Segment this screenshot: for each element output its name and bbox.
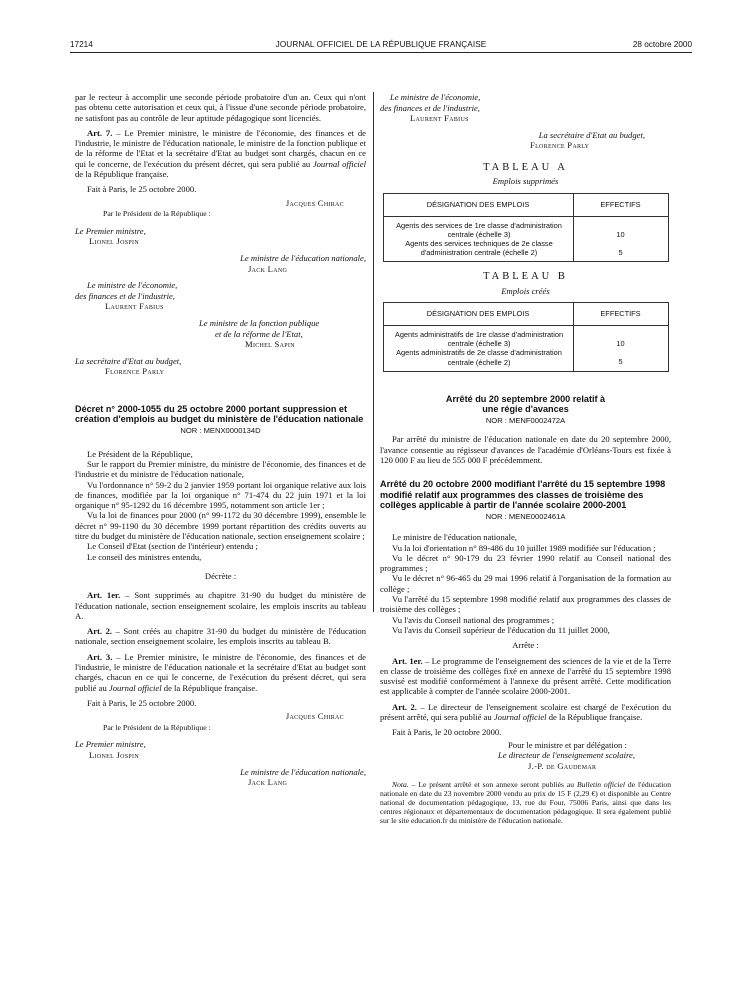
table-cell-value: 10 [616, 229, 625, 239]
col-effectifs: EFFECTIFS [573, 193, 668, 216]
arrete-2-vu-decret-96: Vu le décret n° 96-465 du 29 mai 1996 relatif à l'organisation de la formation au collège ; [380, 573, 671, 594]
edu-minister-title: Le ministre de l'éducation nationale, [240, 253, 366, 264]
tableau-b-subtitle: Emplois créés [501, 285, 550, 296]
eco-minister-title-a: Le ministre de l'économie, [87, 280, 178, 291]
nota-note [380, 780, 671, 825]
director-title: Le directeur de l'enseignement scolaire, [498, 750, 635, 761]
article-label: Art. 2. [87, 626, 113, 637]
pm-title: Le Premier ministre, [75, 225, 146, 236]
tableau-a-heading: TABLEAU A [483, 161, 568, 173]
eco-minister-title-b: des finances et de l'industrie, [75, 290, 175, 301]
eco-minister-title-b: des finances et de l'industrie, [380, 102, 480, 113]
arrete-2-vu-cnp: Vu l'avis du Conseil national des programmes ; [392, 614, 555, 625]
right-column [380, 92, 671, 825]
fp-minister-name: Michel Sapin [245, 339, 295, 350]
article-text: – Sont créés au chapitre 31-90 du budget du ministère de l'éducation nationale, section enseignement scolaire, les emplois inscrits au tableau B. [75, 626, 366, 647]
decret-president: Le Président de la République, [87, 448, 193, 459]
pm-name: Lionel Jospin [89, 750, 139, 760]
article-label: Art. 1er. [392, 655, 423, 666]
arrete-2-vu-cse: Vu l'avis du Conseil supérieur de l'éducation du 11 juillet 2000, [392, 624, 610, 635]
arrete-2-vu-arrete-98: Vu l'arrêté du 15 septembre 1998 modifié relatif aux programmes des classes de troisième des collèges ; [380, 594, 671, 615]
page-number: 17214 [70, 40, 93, 49]
decret-loi-finances: Vu la loi de finances pour 2000 (n° 99-1172 du 30 décembre 1999), ensemble le décret n° 99-1190 du 30 décembre 1999 portant répartition des crédits ouverts au titre du budget du ministère de l'éducation nationale, section enseignement scolaire ; [75, 510, 366, 542]
tableau-a [383, 193, 669, 263]
page-header [70, 40, 692, 53]
decret-ordonnance: Vu l'ordonnance n° 59-2 du 2 janvier 1959 portant loi organique relative aux lois de finances, modifiée par la loi organique n° 71-474 du 22 juin 1971 et la loi organique n° 95-1292 du 16 décembre 1995, notamment son article 1er ; [75, 479, 366, 511]
article-text: – Le programme de l'enseignement des sciences de la vie et de la Terre en classe de troisième des collèges fixé en annexe de l'arrêté du 15 septembre 1998 susvisé est modifié conformément à l'annexe du présent arrêté. Cette modification est applicable à compter de l'année scolaire 2000-2001. [380, 655, 672, 697]
delegation-line: Pour le ministre et par délégation : [508, 739, 627, 750]
edu-minister-title: Le ministre de l'éducation nationale, [240, 766, 366, 777]
issue-date: 28 octobre 2000 [632, 40, 692, 49]
journal-ref: Journal officiel [108, 682, 162, 693]
article-2 [75, 626, 366, 647]
article-7 [75, 128, 366, 179]
signature-president: Jacques Chirac [285, 711, 344, 722]
article-text: – Le directeur de l'enseignement scolaire est chargé de l'exécution du présent arrêté, qui sera publié au [380, 701, 671, 723]
decret-nor: NOR : MENX0000134D [180, 426, 261, 436]
journal-ref: Journal officiel [493, 712, 547, 723]
nota-text-end: de l'éducation nationale en date du 23 novembre 2000 vendu au prix de 15 F (2,29 €) et disponible au Centre national de documentation pédagogique, 13, rue du Four, 75006 Paris, ainsi que dans les centres régionaux et départementaux de documentation pédagogique. Il sera également publié sur le site education.fr du ministère de l'éducation nationale. [380, 780, 671, 826]
arrete-1-title: Arrêté du 20 septembre 2000 relatif à une régie d'avances [445, 393, 606, 414]
fait-date: Fait à Paris, le 25 octobre 2000. [87, 697, 197, 708]
fp-minister-title-a: Le ministre de la fonction publique [199, 318, 320, 329]
par-le-president: Par le Président de la République : [103, 722, 211, 732]
continued-paragraph: par le recteur à accomplir une seconde période probatoire d'un an. Ceux qui n'ont pas obtenu cette autorisation et ceux qui, à l'issue d'une seconde période probatoire, ne satisfont pas au contrôle de leur aptitude pédagogique sont licenciés. [75, 92, 366, 123]
table-cell-label: Agents des services techniques de 2e classe d'administration centrale (échelle 2) [405, 238, 553, 258]
nota-text: – Le présent arrêté et son annexe seront publiés au [408, 780, 577, 790]
signature-president: Jacques Chirac [285, 197, 344, 208]
article-label: Art. 1er. [87, 590, 121, 601]
article-text: – Le Premier ministre, le ministre de l'économie, des finances et de l'industrie, le ministre de l'éducation nationale et la secrétaire d'Etat au budget sont chargés, chacun en ce qui le concerne, de l'exécution du présent décret, qui sera publié au [75, 651, 366, 693]
article-label: Art. 7. [87, 127, 113, 138]
budget-title: La secrétaire d'Etat au budget, [75, 355, 182, 366]
tableau-b [383, 302, 669, 372]
article-1 [75, 590, 366, 621]
table-cell-label: Agents des services de 1re classe d'administration centrale (échelle 3) [396, 220, 562, 239]
article-text-end: de la République française. [75, 169, 169, 180]
fait-date: Fait à Paris, le 25 octobre 2000. [87, 184, 197, 195]
decret-conseil-etat: Le Conseil d'Etat (section de l'intérieur) entendu ; [87, 541, 258, 552]
fp-minister-title-b: et de la réforme de l'Etat, [215, 328, 303, 339]
decret-heading [75, 404, 366, 437]
col-effectifs: EFFECTIFS [573, 302, 668, 325]
arrete-1-nor: NOR : MENF0002472A [485, 416, 566, 426]
arrete-2-vu-loi: Vu la loi d'orientation n° 89-486 du 10 juillet 1989 modifiée sur l'éducation ; [392, 542, 656, 553]
article-text-end: de la République française. [546, 712, 643, 723]
pm-name: Lionel Jospin [89, 236, 139, 247]
pm-title: Le Premier ministre, [75, 739, 146, 750]
journal-ref: Journal officiel [312, 158, 366, 169]
article-text-end: de la République française. [161, 682, 258, 693]
edu-minister-name: Jack Lang [248, 777, 288, 788]
decret-title: Décret n° 2000-1055 du 25 octobre 2000 portant suppression et création d'emplois au budget du ministère de l'éducation nationale [75, 403, 364, 425]
tableau-b-heading: TABLEAU B [483, 271, 568, 283]
par-le-president: Par le Président de la République : [103, 209, 211, 219]
eco-minister-title-a: Le ministre de l'économie, [390, 92, 481, 102]
left-column [75, 92, 366, 788]
article-label: Art. 3. [87, 651, 113, 662]
table-cell-label: Agents administratifs de 2e classe d'administration centrale (échelle 2) [396, 348, 562, 367]
table-row [383, 216, 668, 262]
table-cell-label: Agents administratifs de 1re classe d'administration centrale (échelle 3) [394, 329, 564, 349]
decret-conseil-ministres: Le conseil des ministres entendu, [87, 551, 202, 562]
arrete-2-article-1 [380, 656, 671, 697]
journal-title: JOURNAL OFFICIEL DE LA RÉPUBLIQUE FRANÇAISE [275, 40, 487, 49]
table-header-row [383, 302, 668, 325]
arrete-1-text: Par arrêté du ministre de l'éducation nationale en date du 20 septembre 2000, l'avance consentie au régisseur d'avances de l'académie d'Orléans-Tours est fixée à 120 000 F au lieu de 555 000 F précédemment. [380, 434, 671, 466]
eco-minister-name: Laurent Fabius [105, 301, 164, 312]
arrete-2-minister: Le ministre de l'éducation nationale, [392, 532, 517, 543]
column-divider [373, 92, 374, 612]
arrete-2-title: Arrêté du 20 octobre 2000 modifiant l'arrêté du 15 septembre 1998 modifié relatif aux programmes des classes de troisième des collèges applicable à partir de l'année scolaire 2000-2001 [380, 479, 666, 510]
arrete-2-nor: NOR : MENE0002461A [485, 511, 566, 521]
table-row [383, 325, 668, 371]
arrete-2-article-2 [380, 702, 671, 723]
col-designation: DÉSIGNATION DES EMPLOIS [383, 193, 573, 216]
director-name: J.-P. de Gaudemar [528, 760, 597, 771]
arrete-label: Arrête : [512, 640, 539, 651]
col-designation: DÉSIGNATION DES EMPLOIS [383, 302, 573, 325]
arrete-2-vu-decret-90: Vu le décret n° 90-179 du 23 février 1990 relatif au Conseil national des programmes ; [380, 552, 671, 574]
bulletin-ref: Bulletin officiel [576, 780, 625, 790]
table-header-row [383, 193, 668, 216]
decrete-label: Décrète : [204, 570, 237, 581]
table-cell-value: 5 [618, 247, 623, 257]
article-3 [75, 652, 366, 693]
budget-title: La secrétaire d'Etat au budget, [538, 129, 645, 140]
article-label: Art. 2. [392, 701, 417, 712]
nota-label: Nota. [392, 780, 409, 790]
arrete-2-heading [380, 479, 671, 522]
edu-minister-name: Jack Lang [248, 263, 288, 274]
decret-rapport: Sur le rapport du Premier ministre, du ministre de l'économie, des finances et de l'industrie et du ministre de l'éducation nationale, [75, 458, 366, 480]
table-cell-value: 5 [618, 357, 623, 367]
eco-minister-name: Laurent Fabius [410, 113, 469, 124]
arrete-1-heading [380, 394, 671, 427]
article-text: – Sont supprimés au chapitre 31-90 du budget du ministère de l'éducation nationale, section enseignement scolaire, les emplois inscrits au tableau A. [75, 590, 366, 621]
tableau-a-subtitle: Emplois supprimés [492, 176, 559, 187]
fait-date: Fait à Paris, le 20 octobre 2000. [392, 727, 502, 738]
budget-name: Florence Parly [105, 366, 165, 377]
budget-name: Florence Parly [530, 140, 590, 151]
table-cell-value: 10 [616, 339, 625, 349]
article-text: – Le Premier ministre, le ministre de l'économie, des finances et de l'industrie, le ministre de l'éducation nationale, le ministre de la fonction publique et de la réforme de l'Etat et la secrétaire d'Etat au budget sont chargés, chacun en ce qui le concerne, de l'exécution du présent décret, qui sera publié au [75, 127, 366, 169]
